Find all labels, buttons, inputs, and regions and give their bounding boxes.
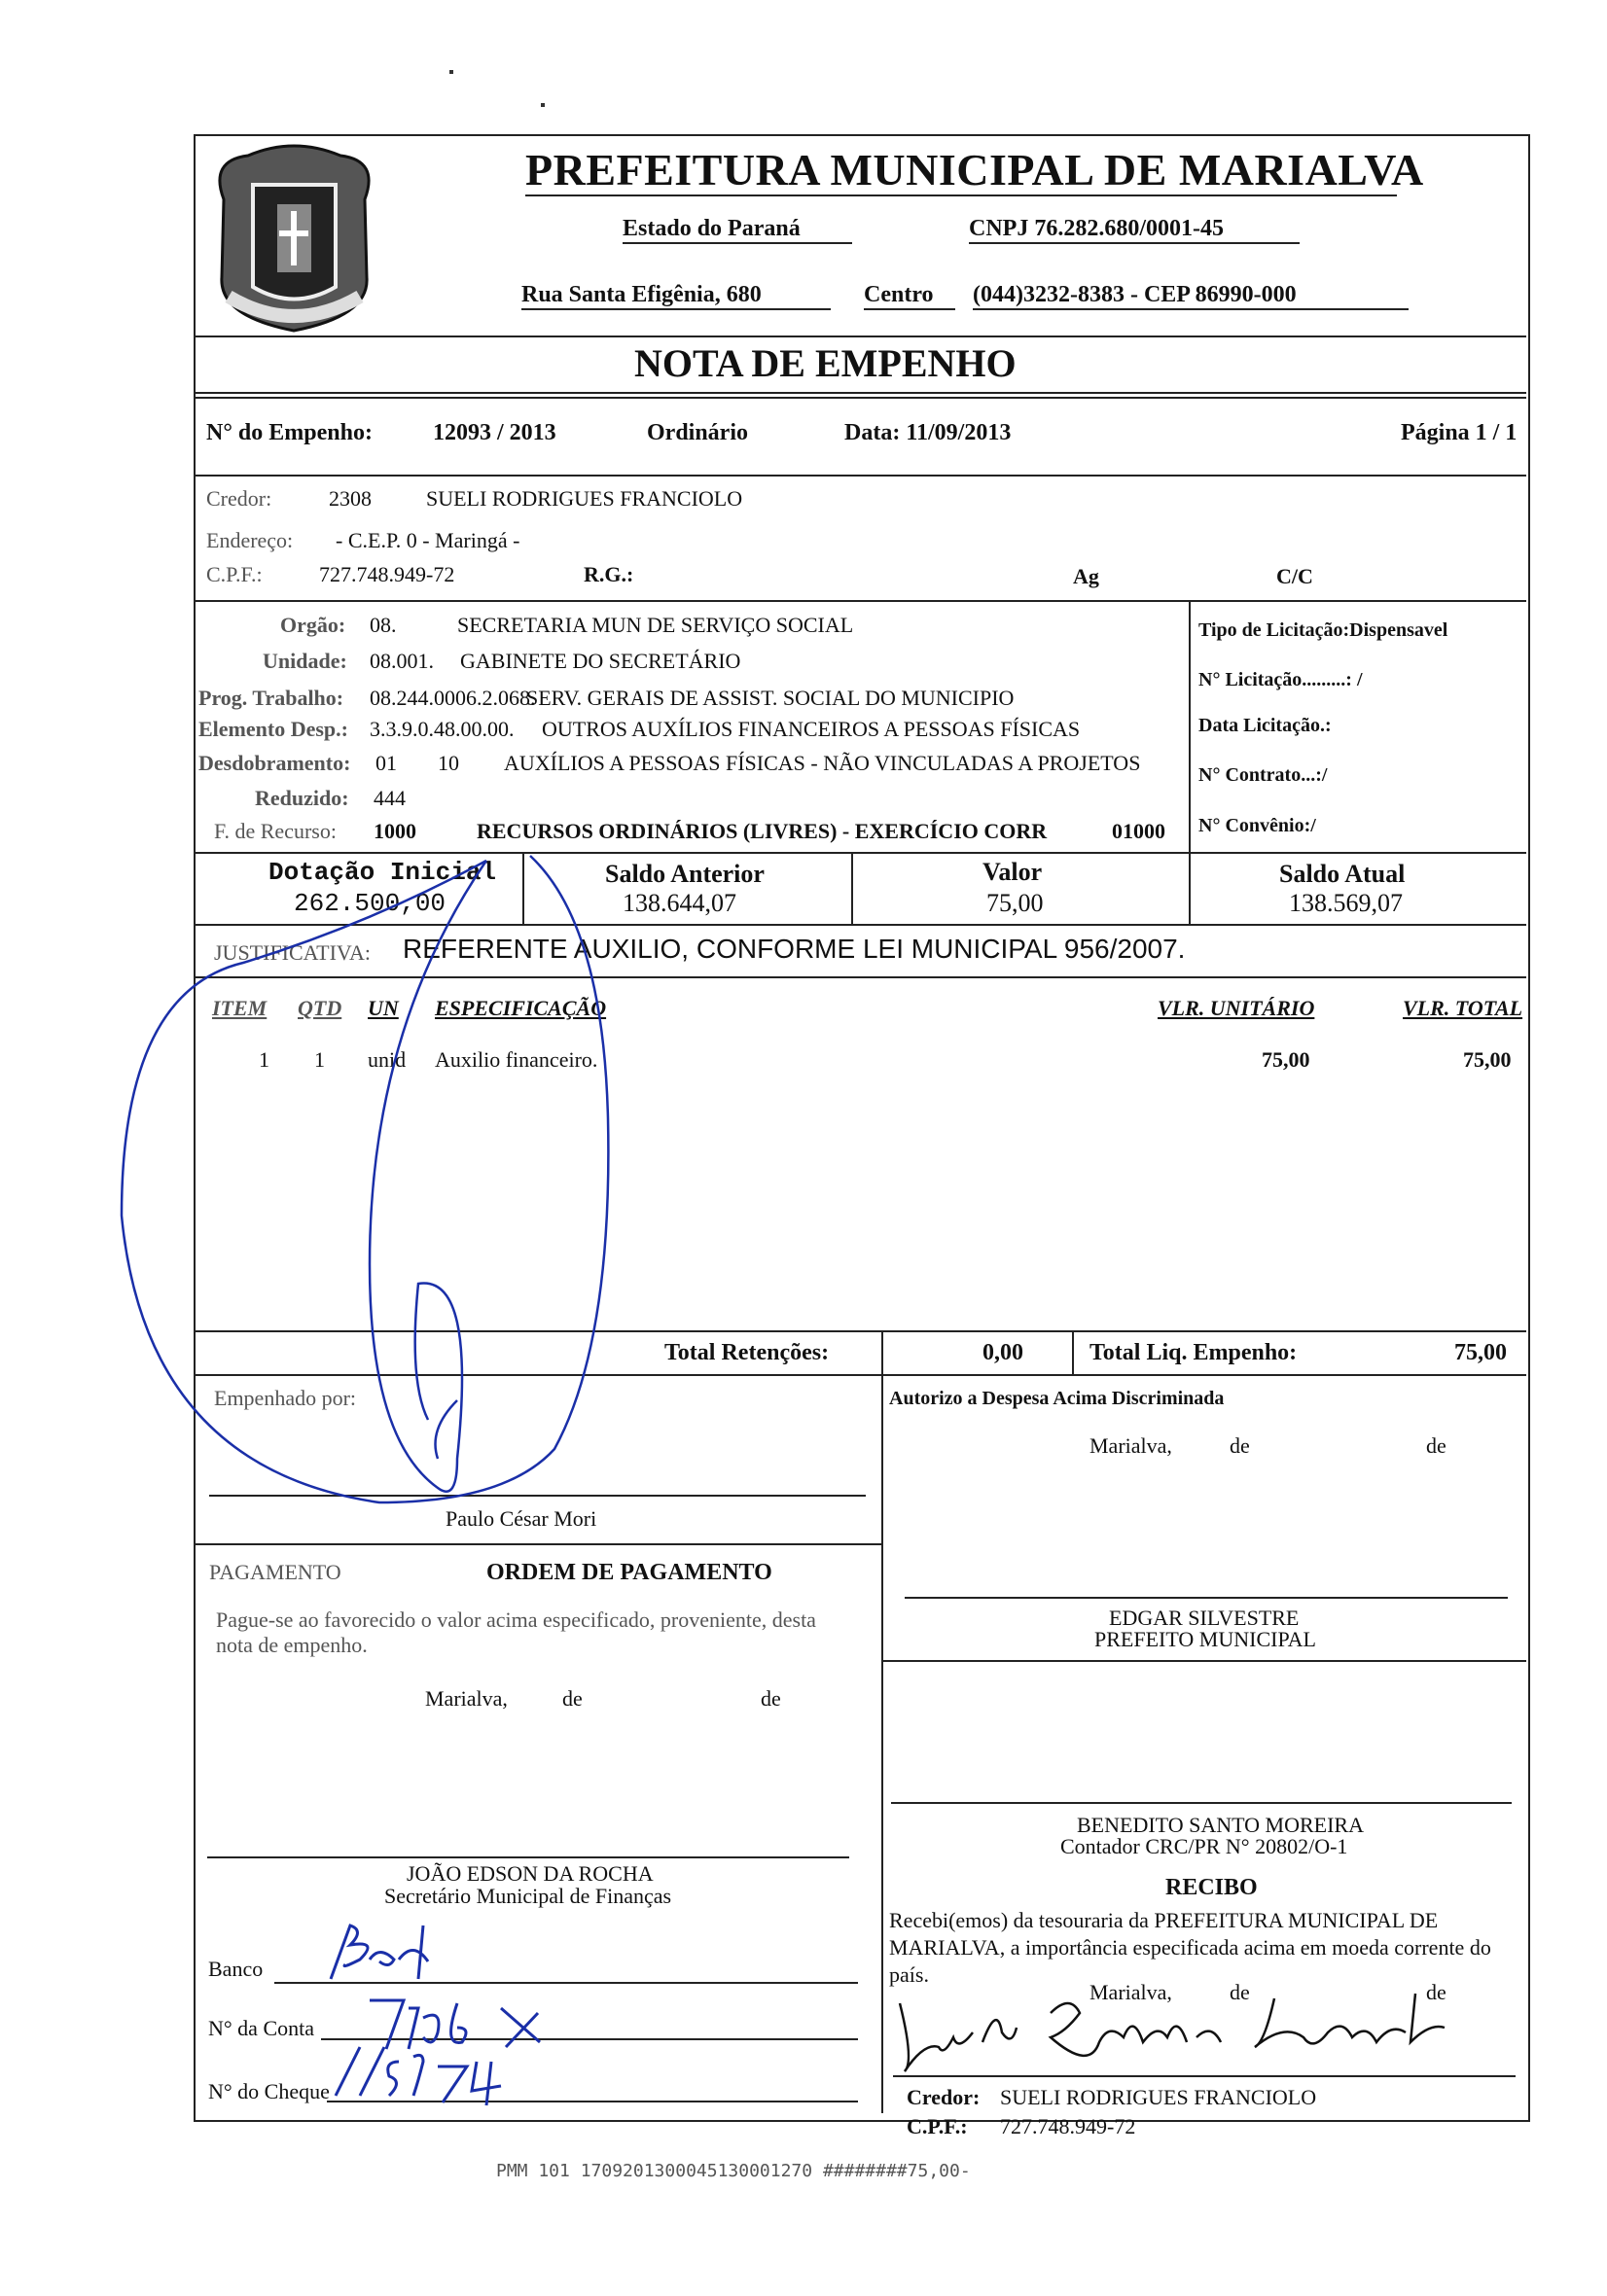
desdobramento-a: 01 (375, 751, 397, 775)
numero-convenio: N° Convênio:/ (1198, 815, 1316, 836)
recibo-de-1: de (1230, 1980, 1250, 2004)
prog-trabalho-label: Prog. Trabalho: (198, 686, 344, 710)
dotacao-value: 262.500,00 (294, 889, 446, 918)
secretario-name: JOÃO EDSON DA ROCHA (407, 1861, 654, 1886)
empenho-number-label: N° do Empenho: (206, 420, 373, 445)
col-especificacao-header: ESPECIFICAÇÃO (435, 996, 607, 1020)
credor-name: SUELI RODRIGUES FRANCIOLO (426, 486, 743, 511)
tipo-licitacao: Tipo de Licitação:Dispensavel (1198, 619, 1448, 641)
conta-label: N° da Conta (208, 2016, 315, 2040)
unidade-code: 08.001. (370, 649, 434, 673)
endereco-value: - C.E.P. 0 - Maringá - (336, 528, 520, 552)
credor-code: 2308 (329, 486, 372, 511)
total-liquido-value: 75,00 (1454, 1340, 1507, 1365)
recibo-credor-label: Credor: (907, 2085, 981, 2109)
justificativa-label: JUSTIFICATIVA: (214, 940, 371, 965)
cpf-label: C.P.F.: (206, 562, 263, 586)
fonte-desc: RECURSOS ORDINÁRIOS (LIVRES) - EXERCÍCIO CORR (477, 819, 1048, 843)
saldo-anterior-value: 138.644,07 (623, 889, 736, 917)
recibo-text-3: país. (889, 1962, 929, 1987)
item-number: 1 (259, 1047, 269, 1072)
item-un: unid (368, 1047, 407, 1072)
autorizo-de-1: de (1230, 1433, 1250, 1458)
item-qtd: 1 (314, 1047, 325, 1072)
saldo-anterior-label: Saldo Anterior (605, 860, 765, 888)
pagamento-de-2: de (761, 1686, 781, 1711)
credor-signature (885, 1984, 1469, 2081)
recibo-place: Marialva, (1089, 1980, 1172, 2004)
footer-code: PMM 101 1709201300045130001270 ########75,00- (496, 2161, 971, 2181)
orgao-label: Orgão: (280, 613, 346, 637)
prog-trabalho-code: 08.244.0006.2.068. (370, 686, 536, 710)
contador-name: BENEDITO SANTO MOREIRA (1077, 1813, 1364, 1837)
item-especificacao: Auxilio financeiro. (435, 1047, 598, 1072)
rg-label: R.G.: (584, 562, 634, 586)
recibo-title: RECIBO (1165, 1875, 1258, 1900)
item-vlr-total: 75,00 (1463, 1047, 1512, 1072)
reduzido-label: Reduzido: (255, 786, 349, 810)
address-label: Rua Santa Efigênia, 680 (521, 282, 831, 310)
endereco-label: Endereço: (206, 528, 294, 552)
banco-label: Banco (208, 1957, 264, 1981)
total-retencoes-value: 0,00 (982, 1340, 1023, 1365)
fonte-label: F. de Recurso: (214, 819, 337, 843)
saldo-atual-label: Saldo Atual (1279, 860, 1406, 888)
state-label: Estado do Paraná (623, 216, 852, 244)
cpf-value: 727.748.949-72 (319, 562, 455, 586)
pagamento-label: PAGAMENTO (209, 1560, 341, 1584)
data-licitacao: Data Licitação.: (1198, 715, 1332, 736)
orgao-code: 08. (370, 613, 397, 637)
col-un-header: UN (368, 996, 399, 1020)
elemento-label: Elemento Desp.: (198, 717, 348, 741)
numero-contrato: N° Contrato...:/ (1198, 764, 1328, 786)
reduzido-value: 444 (374, 786, 406, 810)
recibo-credor-name: SUELI RODRIGUES FRANCIOLO (1000, 2085, 1317, 2109)
col-item-header: ITEM (212, 996, 268, 1020)
credor-label: Credor: (206, 486, 272, 511)
recibo-cpf-label: C.P.F.: (907, 2114, 968, 2138)
numero-licitacao: N° Licitação.........: / (1198, 669, 1363, 690)
district-label: Centro (864, 282, 955, 310)
empenho-number: 12093 / 2013 (433, 420, 556, 445)
pagamento-place: Marialva, (425, 1686, 508, 1711)
contador-title: Contador CRC/PR N° 20802/O-1 (1060, 1834, 1348, 1858)
secretario-title: Secretário Municipal de Finanças (384, 1884, 672, 1908)
orgao-desc: SECRETARIA MUN DE SERVIÇO SOCIAL (457, 613, 854, 637)
total-liquido-label: Total Liq. Empenho: (1089, 1340, 1298, 1365)
recibo-de-2: de (1426, 1980, 1446, 2004)
autorizo-de-2: de (1426, 1433, 1446, 1458)
desdobramento-desc: AUXÍLIOS A PESSOAS FÍSICAS - NÃO VINCULADAS A PROJETOS (504, 751, 1141, 775)
valor-label: Valor (982, 858, 1043, 886)
total-retencoes-label: Total Retenções: (664, 1340, 830, 1365)
justificativa-text: REFERENTE AUXILIO, CONFORME LEI MUNICIPAL 956/2007. (403, 934, 1186, 964)
item-vlr-unitario: 75,00 (1262, 1047, 1310, 1072)
prefeito-title: PREFEITO MUNICIPAL (1094, 1627, 1316, 1651)
cc-label: C/C (1276, 564, 1313, 588)
empenhado-por-label: Empenhado por: (214, 1386, 357, 1410)
saldo-atual-value: 138.569,07 (1289, 889, 1403, 917)
prefeito-name: EDGAR SILVESTRE (1109, 1606, 1300, 1630)
document-type-title: NOTA DE EMPENHO (634, 341, 1017, 385)
empenho-type: Ordinário (647, 420, 749, 445)
elemento-desc: OUTROS AUXÍLIOS FINANCEIROS A PESSOAS FÍSICAS (542, 717, 1081, 741)
unidade-label: Unidade: (263, 649, 347, 673)
autorizo-label: Autorizo a Despesa Acima Discriminada (889, 1388, 1225, 1409)
ordem-pagamento-title: ORDEM DE PAGAMENTO (486, 1560, 772, 1585)
col-qtd-header: QTD (298, 996, 342, 1020)
page-title: PREFEITURA MUNICIPAL DE MARIALVA (525, 145, 1424, 194)
fonte-number: 01000 (1112, 819, 1165, 843)
unidade-desc: GABINETE DO SECRETÁRIO (460, 649, 741, 673)
valor-value: 75,00 (986, 889, 1044, 917)
prog-trabalho-desc: SERV. GERAIS DE ASSIST. SOCIAL DO MUNICIPIO (526, 686, 1015, 710)
dotacao-label: Dotação Inicial (268, 858, 497, 887)
desdobramento-b: 10 (438, 751, 459, 775)
elemento-code: 3.3.9.0.48.00.00. (370, 717, 515, 741)
empenhado-por-name: Paulo César Mori (446, 1506, 597, 1531)
pagamento-de-1: de (562, 1686, 583, 1711)
pagamento-text-2: nota de empenho. (216, 1633, 368, 1657)
page-number: Página 1 / 1 (1401, 420, 1518, 445)
banco-handwriting (321, 1921, 447, 1984)
recibo-text-2: MARIALVA, a importância especificada acima em moeda corrente do (889, 1935, 1491, 1960)
cnpj-label: CNPJ 76.282.680/0001-45 (969, 216, 1300, 244)
recibo-text-1: Recebi(emos) da tesouraria da PREFEITURA MUNICIPAL DE (889, 1908, 1439, 1932)
ag-label: Ag (1073, 564, 1099, 588)
phone-cep-label: (044)3232-8383 - CEP 86990-000 (973, 282, 1409, 310)
empenho-date: Data: 11/09/2013 (844, 420, 1012, 445)
cheque-handwriting (331, 2042, 516, 2110)
col-vlr-total-header: VLR. TOTAL (1403, 996, 1523, 1020)
fonte-code: 1000 (374, 819, 416, 843)
col-vlr-unitario-header: VLR. UNITÁRIO (1158, 996, 1315, 1020)
pagamento-text-1: Pague-se ao favorecido o valor acima especificado, proveniente, desta (216, 1607, 816, 1632)
cheque-label: N° do Cheque (208, 2079, 330, 2103)
autorizo-place: Marialva, (1089, 1433, 1172, 1458)
desdobramento-label: Desdobramento: (198, 751, 351, 775)
recibo-cpf-value: 727.748.949-72 (1000, 2114, 1136, 2138)
